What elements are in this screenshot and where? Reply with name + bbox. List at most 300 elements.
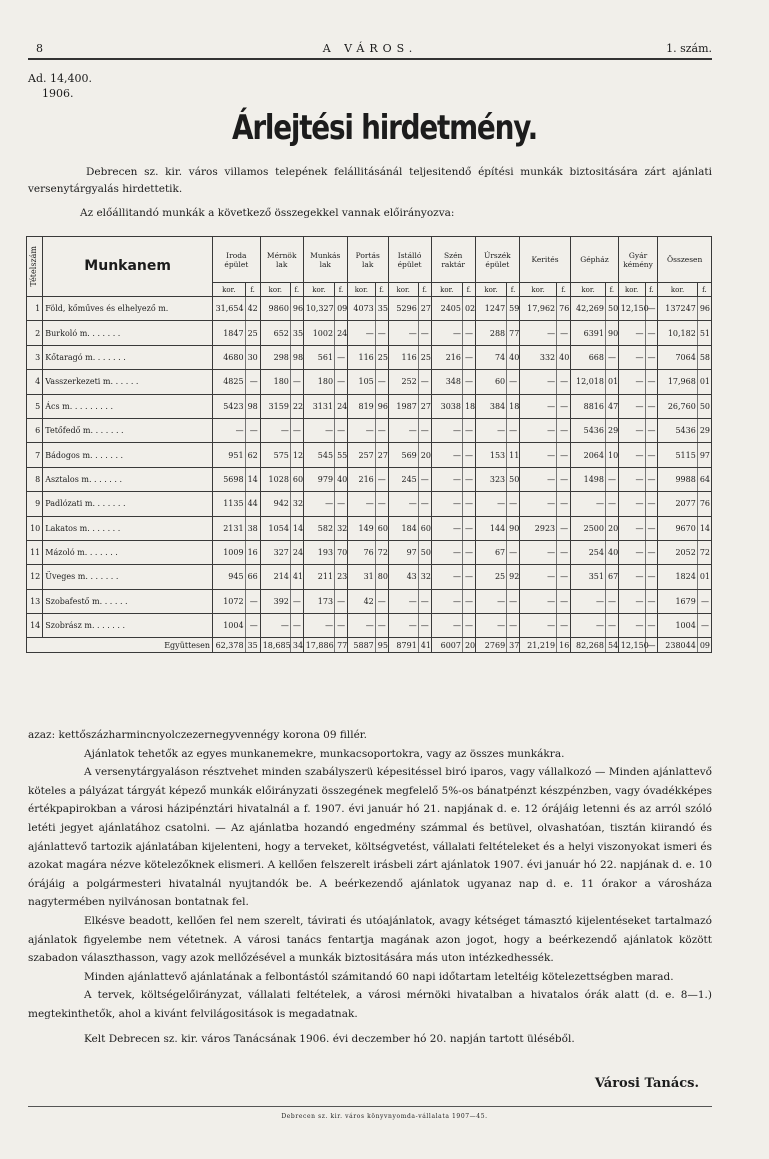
cell-filler: 92 xyxy=(507,565,520,589)
cell-filler: — xyxy=(462,345,475,369)
cell-filler: 35 xyxy=(290,321,303,345)
intro-paragraph-2: Az előállitandó munkák a következő összegekkel vannak előirányozva: xyxy=(80,207,455,219)
cell-korona: 4680 xyxy=(213,345,246,369)
row-index: 2 xyxy=(27,321,43,345)
cell-filler: — xyxy=(375,467,388,491)
cell-filler: 40 xyxy=(557,345,571,369)
cell-filler: — xyxy=(462,418,475,442)
cell-korona: 211 xyxy=(303,565,334,589)
unit-f: f. xyxy=(335,283,348,297)
cell-filler: 76 xyxy=(697,492,711,516)
cell-filler: — xyxy=(462,443,475,467)
cell-korona: — xyxy=(475,589,506,613)
cell-filler: — xyxy=(375,321,388,345)
row-index: 13 xyxy=(27,589,43,613)
cell-korona: — xyxy=(431,565,462,589)
cell-korona: 2405 xyxy=(431,297,462,321)
cell-filler: — xyxy=(290,370,303,394)
cell-filler: 96 xyxy=(290,297,303,321)
cell-korona: 9670 xyxy=(658,516,698,540)
total-korona: 21,219 xyxy=(519,638,556,653)
cell-korona: — xyxy=(347,418,375,442)
cell-filler: 90 xyxy=(507,516,520,540)
cell-korona: 173 xyxy=(303,589,334,613)
cell-filler: 50 xyxy=(697,394,711,418)
cell-filler: — xyxy=(697,614,711,638)
unit-f: f. xyxy=(507,283,520,297)
cell-filler: 62 xyxy=(245,443,260,467)
unit-kor: kor. xyxy=(571,283,606,297)
cell-filler: 38 xyxy=(245,516,260,540)
unit-kor: kor. xyxy=(388,283,418,297)
cell-korona: 245 xyxy=(388,467,418,491)
cell-filler: — xyxy=(645,589,658,613)
cell-korona: 153 xyxy=(475,443,506,467)
cell-korona: — xyxy=(519,565,556,589)
cell-filler: 01 xyxy=(697,370,711,394)
cell-filler: 41 xyxy=(290,565,303,589)
cell-filler: 60 xyxy=(290,467,303,491)
cell-korona: — xyxy=(519,540,556,564)
cell-korona: 25 xyxy=(475,565,506,589)
row-label: Asztalos m. . . . . . . xyxy=(43,467,213,491)
table-row xyxy=(27,467,712,491)
cell-korona: 4073 xyxy=(347,297,375,321)
cell-filler: — xyxy=(605,614,618,638)
cell-korona: 668 xyxy=(571,345,606,369)
cell-filler: — xyxy=(418,321,431,345)
cell-korona: 76 xyxy=(347,540,375,564)
cell-filler: — xyxy=(335,614,348,638)
cell-korona: 323 xyxy=(475,467,506,491)
unit-kor: kor. xyxy=(347,283,375,297)
cell-korona: 12,150 xyxy=(618,297,645,321)
cell-korona: — xyxy=(260,418,290,442)
cell-korona: — xyxy=(431,443,462,467)
cell-korona: 2052 xyxy=(658,540,698,564)
row-index: 14 xyxy=(27,614,43,638)
cell-filler: — xyxy=(418,467,431,491)
cell-filler: — xyxy=(557,589,571,613)
cell-filler: — xyxy=(375,418,388,442)
column-header: Munkás lak xyxy=(303,237,347,283)
unit-kor: kor. xyxy=(475,283,506,297)
cell-filler: — xyxy=(557,370,571,394)
table-row xyxy=(27,614,712,638)
cell-korona: 1002 xyxy=(303,321,334,345)
cell-korona: — xyxy=(618,467,645,491)
cell-filler: 70 xyxy=(335,540,348,564)
cell-korona: 116 xyxy=(347,345,375,369)
cell-korona: 137247 xyxy=(658,297,698,321)
cell-filler: 30 xyxy=(245,345,260,369)
cell-korona: — xyxy=(519,492,556,516)
intro-paragraph: Debrecen sz. kir. város villamos telepének felállitásánál teljesitendő építési munkák biztositására zárt ajánlati versenytárgyalás hirdettetik. xyxy=(28,166,712,195)
footer-rule xyxy=(28,1106,712,1107)
cell-filler: 72 xyxy=(375,540,388,564)
cell-filler: 47 xyxy=(605,394,618,418)
total-korona: 5887 xyxy=(347,638,375,653)
cell-korona: — xyxy=(519,467,556,491)
cell-korona: 31,654 xyxy=(213,297,246,321)
total-filler: — xyxy=(645,638,658,653)
cell-filler: — xyxy=(245,370,260,394)
unit-f: f. xyxy=(462,283,475,297)
body-paragraph: Ajánlatok tehetők az egyes munkanemekre, munkacsoportokra, vagy az összes munkákra. xyxy=(84,747,565,760)
cell-korona: — xyxy=(475,614,506,638)
cell-korona: 43 xyxy=(388,565,418,589)
cell-filler: 59 xyxy=(507,297,520,321)
cell-filler: 60 xyxy=(375,516,388,540)
cell-korona: 1987 xyxy=(388,394,418,418)
total-filler: 37 xyxy=(507,638,520,653)
cell-korona: — xyxy=(618,418,645,442)
index-header: Tételszám xyxy=(27,237,43,297)
cell-filler: — xyxy=(375,370,388,394)
cell-korona: 2131 xyxy=(213,516,246,540)
row-label: Szobafestő m. . . . . . xyxy=(43,589,213,613)
row-index: 7 xyxy=(27,443,43,467)
cell-filler: 12 xyxy=(290,443,303,467)
cell-filler: 09 xyxy=(335,297,348,321)
cell-korona: — xyxy=(618,516,645,540)
unit-f: f. xyxy=(697,283,711,297)
cell-korona: 1004 xyxy=(658,614,698,638)
cell-korona: — xyxy=(431,516,462,540)
cell-korona: — xyxy=(571,492,606,516)
table-row xyxy=(27,418,712,442)
total-korona: 18,685 xyxy=(260,638,290,653)
row-index: 6 xyxy=(27,418,43,442)
cell-korona: — xyxy=(475,418,506,442)
cell-filler: — xyxy=(645,443,658,467)
cell-filler: — xyxy=(645,492,658,516)
cell-filler: — xyxy=(462,516,475,540)
unit-f: f. xyxy=(605,283,618,297)
cell-filler: — xyxy=(245,614,260,638)
cell-korona: 42,269 xyxy=(571,297,606,321)
cell-korona: — xyxy=(347,321,375,345)
cell-filler: — xyxy=(557,516,571,540)
column-header: Mérnök lak xyxy=(260,237,303,283)
cell-korona: 26,760 xyxy=(658,394,698,418)
cell-korona: 945 xyxy=(213,565,246,589)
cell-filler: — xyxy=(335,370,348,394)
cell-filler: — xyxy=(557,321,571,345)
cell-filler: 67 xyxy=(605,565,618,589)
total-filler: 16 xyxy=(557,638,571,653)
cell-filler: — xyxy=(462,492,475,516)
cell-korona: 1028 xyxy=(260,467,290,491)
cell-korona: 8816 xyxy=(571,394,606,418)
row-index: 9 xyxy=(27,492,43,516)
cell-filler: 60 xyxy=(418,516,431,540)
cell-korona: — xyxy=(431,418,462,442)
row-index: 1 xyxy=(27,297,43,321)
row-label: Burkoló m. . . . . . . xyxy=(43,321,213,345)
cell-korona: — xyxy=(618,443,645,467)
cell-filler: 32 xyxy=(290,492,303,516)
cell-filler: 96 xyxy=(375,394,388,418)
cell-korona: 216 xyxy=(431,345,462,369)
cell-filler: 14 xyxy=(290,516,303,540)
cell-filler: 66 xyxy=(245,565,260,589)
cell-filler: — xyxy=(335,492,348,516)
cell-korona: 351 xyxy=(571,565,606,589)
cost-table xyxy=(26,236,712,653)
cell-korona: 193 xyxy=(303,540,334,564)
cell-filler: — xyxy=(462,589,475,613)
cell-korona: 74 xyxy=(475,345,506,369)
cell-filler: — xyxy=(418,370,431,394)
cell-korona: — xyxy=(431,589,462,613)
cell-filler: — xyxy=(290,418,303,442)
printer-line: Debrecen sz. kir. város könyvnyomda-vállalata 1907—45. xyxy=(281,1113,488,1120)
cell-korona: — xyxy=(431,467,462,491)
journal-title: A VÁROS. xyxy=(322,42,418,55)
cell-korona: — xyxy=(475,492,506,516)
reference-block xyxy=(28,71,92,101)
table-row xyxy=(27,516,712,540)
unit-kor: kor. xyxy=(431,283,462,297)
cell-korona: — xyxy=(571,614,606,638)
row-label: Tetőfedő m. . . . . . . xyxy=(43,418,213,442)
column-header: Szén raktár xyxy=(431,237,475,283)
cell-filler: — xyxy=(507,589,520,613)
cell-filler: — xyxy=(645,614,658,638)
cell-korona: — xyxy=(347,492,375,516)
cell-korona: 5115 xyxy=(658,443,698,467)
cell-filler: — xyxy=(645,418,658,442)
cell-filler: — xyxy=(462,540,475,564)
cell-filler: 51 xyxy=(697,321,711,345)
cell-korona: 10,327 xyxy=(303,297,334,321)
document-title: Árlejtési hirdetmény. xyxy=(232,108,537,148)
cell-filler: — xyxy=(462,614,475,638)
cell-korona: — xyxy=(519,370,556,394)
cell-korona: 17,968 xyxy=(658,370,698,394)
total-korona: 17,886 xyxy=(303,638,334,653)
cell-filler: — xyxy=(605,589,618,613)
cell-korona: — xyxy=(519,443,556,467)
row-label: Lakatos m. . . . . . . xyxy=(43,516,213,540)
cell-korona: 10,182 xyxy=(658,321,698,345)
cell-korona: — xyxy=(519,614,556,638)
cell-filler: 27 xyxy=(375,443,388,467)
table-row xyxy=(27,443,712,467)
row-index: 10 xyxy=(27,516,43,540)
total-korona: 62,378 xyxy=(213,638,246,653)
total-filler: 77 xyxy=(335,638,348,653)
cell-filler: — xyxy=(697,589,711,613)
table-row xyxy=(27,540,712,564)
unit-kor: kor. xyxy=(519,283,556,297)
cell-filler: 24 xyxy=(335,394,348,418)
cell-korona: 5436 xyxy=(571,418,606,442)
cell-korona: — xyxy=(519,589,556,613)
table-row xyxy=(27,345,712,369)
cell-filler: 02 xyxy=(462,297,475,321)
signature: Városi Tanács. xyxy=(594,1076,699,1091)
cell-filler: — xyxy=(290,589,303,613)
total-row xyxy=(27,638,712,653)
total-korona: 2769 xyxy=(475,638,506,653)
cell-korona: 144 xyxy=(475,516,506,540)
cell-korona: — xyxy=(431,614,462,638)
body-text xyxy=(28,726,712,1048)
cell-korona: — xyxy=(519,418,556,442)
cell-filler: — xyxy=(375,492,388,516)
cell-korona: 951 xyxy=(213,443,246,467)
cell-korona: 184 xyxy=(388,516,418,540)
cell-filler: — xyxy=(507,418,520,442)
unit-f: f. xyxy=(245,283,260,297)
table-row xyxy=(27,565,712,589)
reference-year: 1906. xyxy=(42,87,74,100)
cell-korona: 652 xyxy=(260,321,290,345)
cell-korona: 1847 xyxy=(213,321,246,345)
cell-filler: — xyxy=(605,467,618,491)
cell-korona: — xyxy=(260,614,290,638)
cell-korona: — xyxy=(431,540,462,564)
cell-korona: — xyxy=(388,492,418,516)
cell-korona: 1824 xyxy=(658,565,698,589)
cell-filler: 20 xyxy=(605,516,618,540)
body-paragraph: Kelt Debrecen sz. kir. város Tanácsának 1906. évi deczember hó 20. napján tartott üléséből. xyxy=(84,1032,575,1045)
cell-filler: 40 xyxy=(605,540,618,564)
cell-filler: — xyxy=(375,589,388,613)
cell-filler: 42 xyxy=(245,297,260,321)
cell-filler: 20 xyxy=(418,443,431,467)
total-korona: 238044 xyxy=(658,638,698,653)
cell-korona: 5296 xyxy=(388,297,418,321)
cell-filler: — xyxy=(335,345,348,369)
issue-number: 1. szám. xyxy=(666,42,712,55)
table-row xyxy=(27,321,712,345)
cell-filler: 98 xyxy=(245,394,260,418)
row-index: 12 xyxy=(27,565,43,589)
row-index: 5 xyxy=(27,394,43,418)
total-korona: 6007 xyxy=(431,638,462,653)
unit-f: f. xyxy=(290,283,303,297)
column-header: Úrszék épület xyxy=(475,237,519,283)
table-row xyxy=(27,297,712,321)
cell-filler: 11 xyxy=(507,443,520,467)
cell-korona: — xyxy=(519,394,556,418)
cell-korona: 7064 xyxy=(658,345,698,369)
cell-filler: 96 xyxy=(697,297,711,321)
cell-filler: 24 xyxy=(290,540,303,564)
cell-korona: 4825 xyxy=(213,370,246,394)
unit-kor: kor. xyxy=(260,283,290,297)
cell-filler: 77 xyxy=(507,321,520,345)
cell-filler: 27 xyxy=(418,297,431,321)
total-filler: 54 xyxy=(605,638,618,653)
cell-korona: 67 xyxy=(475,540,506,564)
row-label: Ács m. . . . . . . . . xyxy=(43,394,213,418)
cell-korona: 819 xyxy=(347,394,375,418)
cell-korona: 1135 xyxy=(213,492,246,516)
cell-korona: 1498 xyxy=(571,467,606,491)
column-header: Gyár kémény xyxy=(618,237,658,283)
cell-filler: — xyxy=(645,370,658,394)
total-korona: 8791 xyxy=(388,638,418,653)
row-index: 11 xyxy=(27,540,43,564)
cell-filler: 64 xyxy=(697,467,711,491)
cell-korona: 332 xyxy=(519,345,556,369)
cell-korona: — xyxy=(618,614,645,638)
table-row xyxy=(27,492,712,516)
cell-filler: — xyxy=(557,418,571,442)
cell-filler: — xyxy=(245,589,260,613)
cell-filler: 90 xyxy=(605,321,618,345)
cell-filler: — xyxy=(507,540,520,564)
cell-korona: 384 xyxy=(475,394,506,418)
cell-filler: 72 xyxy=(697,540,711,564)
cell-korona: 298 xyxy=(260,345,290,369)
column-header: Kerités xyxy=(519,237,570,283)
cell-filler: — xyxy=(645,565,658,589)
cell-filler: — xyxy=(645,297,658,321)
total-korona: 82,268 xyxy=(571,638,606,653)
cell-filler: 14 xyxy=(245,467,260,491)
cell-korona: 1009 xyxy=(213,540,246,564)
work-header: Munkanem xyxy=(43,237,213,297)
cell-filler: — xyxy=(418,589,431,613)
page-number: 8 xyxy=(36,42,43,55)
cell-korona: 116 xyxy=(388,345,418,369)
cell-korona: 1247 xyxy=(475,297,506,321)
cell-filler: 29 xyxy=(605,418,618,442)
row-label: Szobrász m. . . . . . . xyxy=(43,614,213,638)
table-row xyxy=(27,589,712,613)
cell-korona: 5698 xyxy=(213,467,246,491)
cell-korona: 6391 xyxy=(571,321,606,345)
cell-korona: 1072 xyxy=(213,589,246,613)
cell-korona: — xyxy=(388,418,418,442)
cell-filler: — xyxy=(557,467,571,491)
cell-filler: 98 xyxy=(290,345,303,369)
body-paragraph: Elkésve beadott, kellően fel nem szerelt, távirati és utóajánlatok, avagy kétséget támasztó kijelentéseket tartalmazó ajánlatok figyelembe nem vétetnek. A városi tanács fentartja magának azon jogot, hogy a beérkezendő ajánlatok között szabadon választhasson, vagy azok mellőzésével a munkák biztositására más uton intézkedhessék. xyxy=(28,914,712,965)
header-rule xyxy=(28,58,712,60)
reference-number: Ad. 14,400. xyxy=(28,72,92,85)
cell-filler: — xyxy=(462,565,475,589)
cell-filler: 32 xyxy=(418,565,431,589)
total-filler: 34 xyxy=(290,638,303,653)
body-paragraph: A tervek, költségelőirányzat, vállalati feltételek, a városi mérnöki hivatalban a hivatalos órák alatt (d. e. 8—1.) megtekinthetők, ahol a kivánt felvilágositások is megadatnak. xyxy=(28,989,712,1020)
cell-filler: 50 xyxy=(605,297,618,321)
cell-filler: 18 xyxy=(462,394,475,418)
cell-korona: 42 xyxy=(347,589,375,613)
cell-filler: — xyxy=(557,394,571,418)
cell-filler: — xyxy=(335,589,348,613)
cell-filler: — xyxy=(557,443,571,467)
table-row xyxy=(27,394,712,418)
cell-filler: 25 xyxy=(418,345,431,369)
cell-korona: 214 xyxy=(260,565,290,589)
cell-korona: — xyxy=(618,321,645,345)
cell-filler: — xyxy=(605,492,618,516)
column-header: Gépház xyxy=(571,237,619,283)
row-label: Föld, kőműves és elhelyező m. xyxy=(43,297,213,321)
cell-korona: 2500 xyxy=(571,516,606,540)
cell-filler: — xyxy=(507,370,520,394)
cell-korona: 31 xyxy=(347,565,375,589)
cell-filler: — xyxy=(507,614,520,638)
total-filler: 09 xyxy=(697,638,711,653)
cell-filler: — xyxy=(645,540,658,564)
cell-filler: — xyxy=(245,418,260,442)
